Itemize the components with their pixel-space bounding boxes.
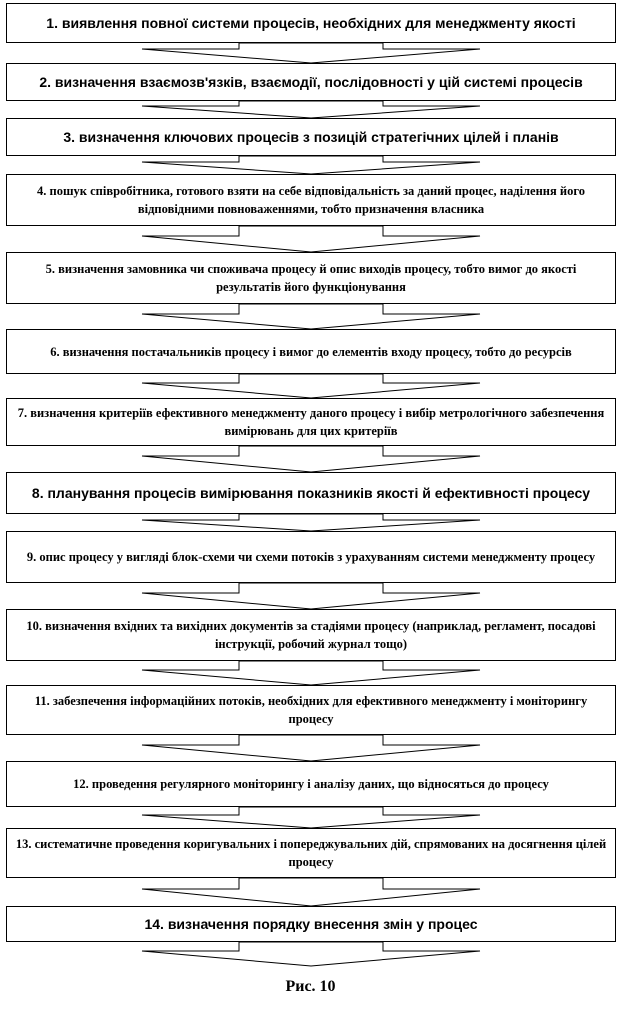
step-13-text: 13. систематичне проведення коригувальних і попереджувальних дій, спрямованих на досягнення цілей процесу <box>15 837 607 869</box>
step-11-box <box>6 685 616 735</box>
arrow-11-to-12 <box>0 735 621 761</box>
arrow-3-to-4 <box>0 156 621 174</box>
step-12-box <box>6 761 616 807</box>
arrow-10-to-11 <box>0 661 621 685</box>
step-4-text: 4. пошук співробітника, готового взяти на себе відповідальність за даний процес, наділення його відповідними повноваженнями, тобто призначення власника <box>37 184 585 216</box>
step-2-box <box>6 63 616 101</box>
step-6-box <box>6 329 616 374</box>
arrow-1-to-2 <box>0 43 621 63</box>
figure-caption: Рис. 10 <box>285 978 336 995</box>
step-13-box <box>6 828 616 878</box>
step-6-text: 6. визначення постачальників процесу і вимог до елементів входу процесу, тобто до ресурсів <box>50 344 572 359</box>
arrow-6-to-7 <box>0 374 621 398</box>
arrow-12-to-13 <box>0 807 621 828</box>
step-14-box <box>6 906 616 942</box>
step-12-text: 12. проведення регулярного моніторингу і аналізу даних, що відносяться до процесу <box>73 777 549 791</box>
step-7-box <box>6 398 616 446</box>
arrow-13-to-14 <box>0 878 621 906</box>
step-9-box <box>6 531 616 583</box>
arrow-7-to-8 <box>0 446 621 472</box>
arrow-final <box>0 942 621 966</box>
step-7-text: 7. визначення критеріїв ефективного менеджменту даного процесу і вибір метрологічного забезпечення вимірювань для цих критеріїв <box>17 406 605 438</box>
arrow-5-to-6 <box>0 304 621 329</box>
step-1-text: 1. виявлення повної системи процесів, необхідних для менеджменту якості <box>46 15 576 31</box>
step-8-box <box>6 472 616 514</box>
arrow-8-to-9 <box>0 514 621 531</box>
arrow-4-to-5 <box>0 226 621 252</box>
step-8-text: 8. планування процесів вимірювання показників якості й ефективності процесу <box>31 485 591 501</box>
step-2-text: 2. визначення взаємозв'язків, взаємодії, послідовності у цій системі процесів <box>39 74 583 90</box>
arrow-9-to-10 <box>0 583 621 609</box>
step-10-text: 10. визначення вхідних та вихідних документів за стадіями процесу (наприклад, регламент, посадові інструкції, робочий журнал тощо) <box>26 619 596 651</box>
step-9-text: 9. опис процесу у вигляді блок-схеми чи схеми потоків з урахуванням системи менеджменту процесу <box>26 550 596 564</box>
step-11-text: 11. забезпечення інформаційних потоків, необхідних для ефективного менеджменту і моніторингу процесу <box>34 694 588 726</box>
step-5-text: 5. визначення замовника чи споживача процесу й опис виходів процесу, тобто вимог до якості результатів його функціонування <box>45 262 577 294</box>
step-14-text: 14. визначення порядку внесення змін у процес <box>144 916 478 932</box>
step-10-box <box>6 609 616 661</box>
step-3-text: 3. визначення ключових процесів з позицій стратегічних цілей і планів <box>63 129 559 145</box>
step-3-box <box>6 118 616 156</box>
arrow-2-to-3 <box>0 101 621 118</box>
step-1-box <box>6 3 616 43</box>
step-5-box <box>6 252 616 304</box>
step-4-box <box>6 174 616 226</box>
